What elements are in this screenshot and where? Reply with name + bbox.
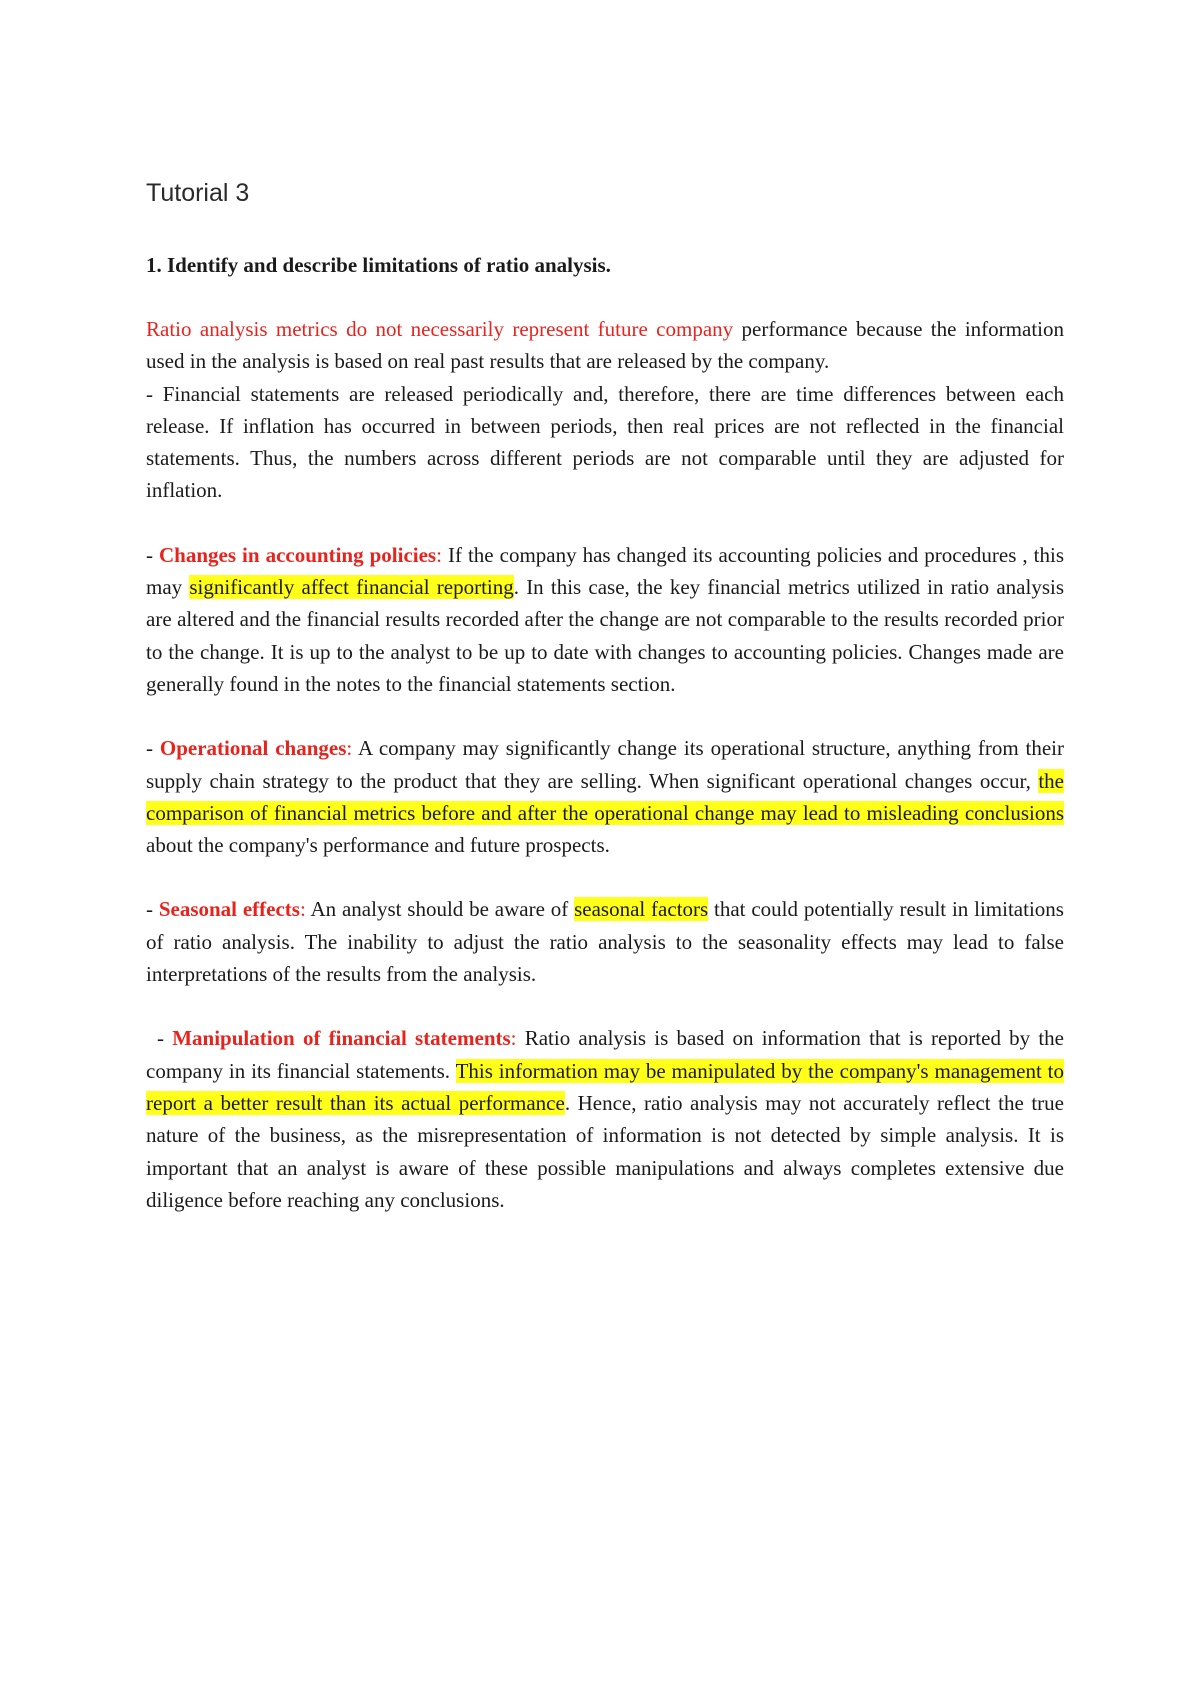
heading-colon: : <box>346 736 353 761</box>
highlighted-text: significantly affect financial reporting <box>189 575 514 600</box>
limitation-heading: Changes in accounting policies <box>159 542 437 567</box>
highlighted-text: the comparison of financial metrics before and after the operational change may lead to misleading conclusions <box>146 768 1064 825</box>
heading-colon: : <box>299 897 306 922</box>
heading-colon: : <box>510 1026 517 1051</box>
limitation-text-before: A company may significantly change its operational structure, anything from their supply chain strategy to the product that they are selling. When significant operational changes occur, <box>146 736 1065 793</box>
bullet-dash: - <box>146 736 160 761</box>
limitation-accounting-policies <box>146 539 1064 700</box>
limitation-manipulation <box>146 1022 1064 1216</box>
limitation-text-after: that could potentially result in limitations of ratio analysis. The inability to adjust the ratio analysis to the seasonality effects may lead to false interpretations of the results from the analysis. <box>146 897 1064 987</box>
limitation-text-before: An analyst should be aware of <box>305 897 575 922</box>
document-content <box>146 176 1064 1216</box>
limitation-text-after: . In this case, the key financial metrics utilized in ratio analysis are altered and the financial results recorded after the change are not comparable to the results recorded prior to the change. It is up to the analyst to be up to date with changes to accounting policies. Changes made are generally found in the notes to the financial statements section. <box>146 575 1065 696</box>
intro-red-text: Ratio analysis metrics do not necessarily represent future company <box>146 317 734 341</box>
limitation-operational-changes <box>146 732 1064 861</box>
limitation-text-before: If the company has changed its accounting policies and procedures , this may <box>146 542 1064 600</box>
highlighted-text: seasonal factors <box>574 897 709 922</box>
question-heading: 1. Identify and describe limitations of ratio analysis. <box>146 253 611 277</box>
bullet-dash: - <box>157 1026 173 1051</box>
intro-rest-text: performance because the information used in the analysis is based on real past results that are released by the company. <box>146 317 1064 374</box>
limitation-heading: Operational changes <box>159 736 347 761</box>
page-title: Tutorial 3 <box>146 179 250 207</box>
highlighted-text: This information may be manipulated by the company's management to report a better result than its actual performance <box>146 1058 1064 1115</box>
bullet-dash: - <box>146 897 159 922</box>
limitation-heading: Seasonal effects <box>158 897 300 922</box>
bullet-dash: - <box>146 542 160 567</box>
limitation-text-after: about the company's performance and future prospects. <box>146 833 610 858</box>
limitation-text-before: Ratio analysis is based on information that is reported by the company in its financial statements. <box>146 1026 1065 1083</box>
intro-paragraph <box>146 313 1064 378</box>
inflation-paragraph: - Financial statements are released periodically and, therefore, there are time differences between each release. If inflation has occurred in between periods, then real prices are not reflected in the financial statements. Thus, the numbers across different periods are not comparable until they are adjusted for inflation. <box>146 381 1064 503</box>
heading-colon: : <box>436 542 442 567</box>
limitation-seasonal-effects <box>146 893 1064 990</box>
limitation-heading: Manipulation of financial statements <box>172 1026 511 1051</box>
limitation-text-after: . Hence, ratio analysis may not accurately reflect the true nature of the business, as the misrepresentation of information is not detected by simple analysis. It is important that an analyst is aware of these possible manipulations and always completes extensive due diligence before reaching any conclusions. <box>146 1090 1064 1212</box>
